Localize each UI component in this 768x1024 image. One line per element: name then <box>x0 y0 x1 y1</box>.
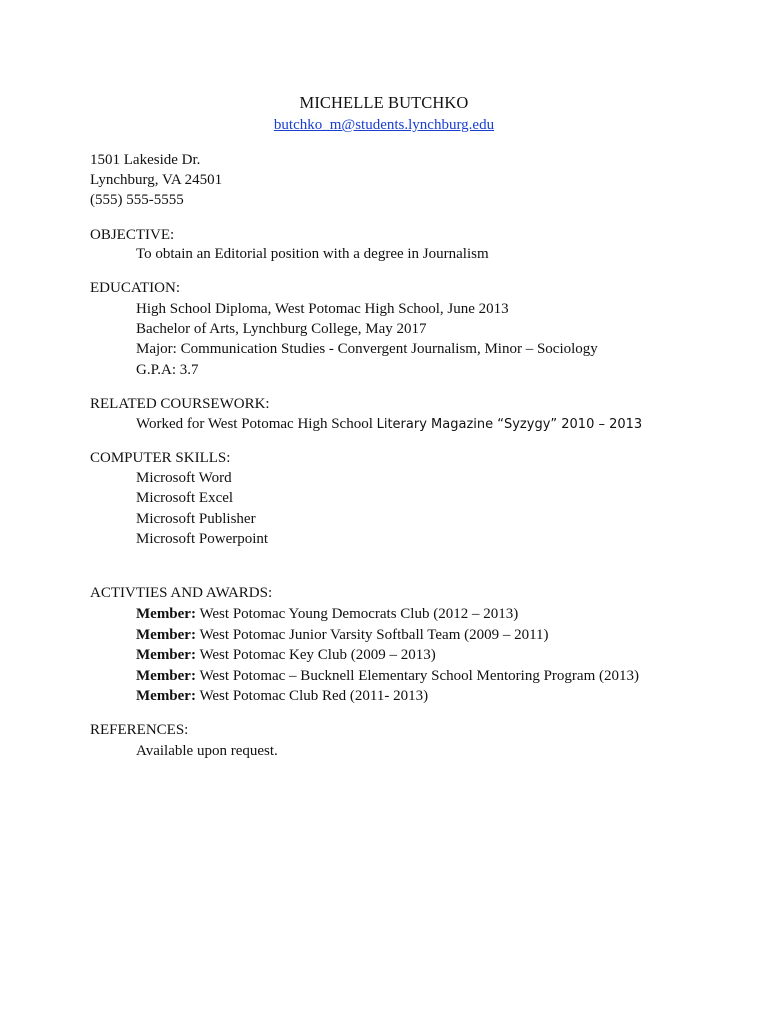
references-heading: REFERENCES: <box>90 722 189 738</box>
skill-item: Microsoft Publisher <box>136 511 256 527</box>
email-link[interactable]: butchko_m@students.lynchburg.edu <box>273 117 495 133</box>
education-heading: EDUCATION: <box>90 280 180 296</box>
activity-text: West Potomac – Bucknell Elementary School Mentoring Program (2013) <box>195 668 639 684</box>
member-label: Member: <box>136 688 196 704</box>
email-line <box>0 117 768 134</box>
activity-item <box>136 646 436 664</box>
activity-item <box>136 605 518 623</box>
activity-text: West Potomac Key Club (2009 – 2013) <box>195 647 436 663</box>
coursework-text-b: Literary Magazine “Syzygy” 2010 – 2013 <box>376 417 643 432</box>
activity-item <box>136 667 639 685</box>
activity-item <box>136 626 549 644</box>
coursework-heading: RELATED COURSEWORK: <box>90 396 270 412</box>
education-item: G.P.A: 3.7 <box>136 362 199 378</box>
address-street: 1501 Lakeside Dr. <box>90 152 201 168</box>
member-label: Member: <box>136 647 196 663</box>
skill-item: Microsoft Word <box>136 470 232 486</box>
skill-item: Microsoft Excel <box>136 490 234 506</box>
skills-heading: COMPUTER SKILLS: <box>90 450 231 466</box>
coursework-text <box>136 415 642 434</box>
references-text: Available upon request. <box>136 743 278 759</box>
objective-text: To obtain an Editorial position with a degree in Journalism <box>136 246 489 262</box>
education-item: High School Diploma, West Potomac High School, June 2013 <box>136 301 509 317</box>
address-city: Lynchburg, VA 24501 <box>90 172 223 188</box>
activities-heading: ACTIVTIES AND AWARDS: <box>90 585 273 601</box>
education-item: Bachelor of Arts, Lynchburg College, May 2017 <box>136 321 427 337</box>
activity-item <box>136 687 428 705</box>
member-label: Member: <box>136 627 196 643</box>
resume-name: MICHELLE BUTCHKO <box>299 93 469 112</box>
member-label: Member: <box>136 668 196 684</box>
education-item: Major: Communication Studies - Convergent Journalism, Minor – Sociology <box>136 341 598 357</box>
skill-item: Microsoft Powerpoint <box>136 531 269 547</box>
address-phone: (555) 555-5555 <box>90 192 184 208</box>
activity-text: West Potomac Junior Varsity Softball Team (2009 – 2011) <box>195 627 549 643</box>
activity-text: West Potomac Club Red (2011- 2013) <box>195 688 429 704</box>
activity-text: West Potomac Young Democrats Club (2012 – 2013) <box>195 606 519 622</box>
objective-heading: OBJECTIVE: <box>90 227 175 243</box>
coursework-text-a: Worked for West Potomac High School <box>136 416 377 432</box>
member-label: Member: <box>136 606 196 622</box>
